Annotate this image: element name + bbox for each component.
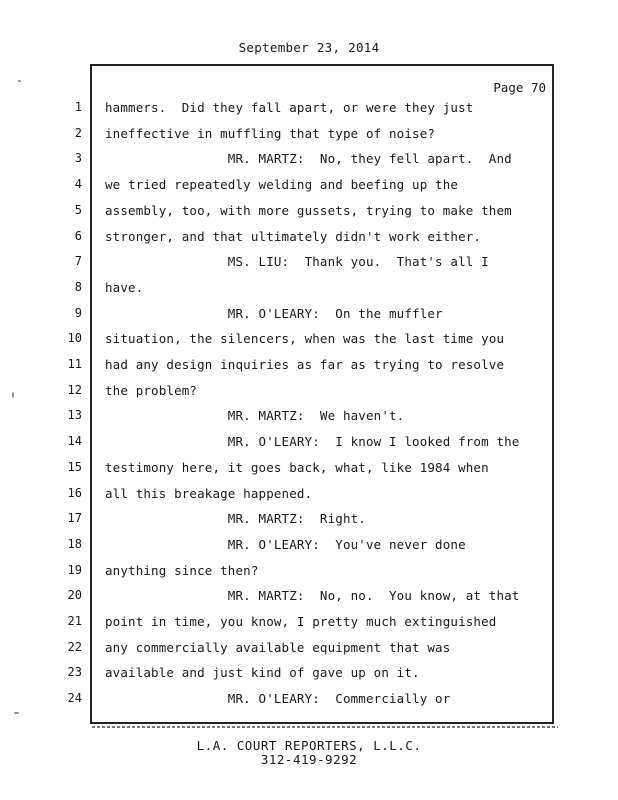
line-number: 22 (67, 640, 82, 654)
line-number: 11 (67, 357, 82, 371)
transcript-line: MS. LIU: Thank you. That's all I (105, 254, 489, 269)
line-number: 2 (74, 126, 82, 140)
line-number: 10 (67, 331, 82, 345)
line-number: 6 (74, 229, 82, 243)
transcript-line: the problem? (105, 383, 198, 398)
line-number: 20 (67, 588, 82, 602)
line-number: 18 (67, 537, 82, 551)
line-number: 12 (67, 383, 82, 397)
transcript-line: ineffective in muffling that type of noise? (105, 126, 436, 141)
scan-speck (14, 712, 19, 714)
line-number: 17 (67, 511, 82, 525)
footer-company: L.A. COURT REPORTERS, L.L.C. (196, 738, 422, 753)
line-number: 1 (74, 100, 82, 114)
transcript-line: point in time, you know, I pretty much extinguished (105, 614, 497, 629)
transcript-line: available and just kind of gave up on it. (105, 665, 420, 680)
transcript-line: all this breakage happened. (105, 486, 313, 501)
transcript-line: MR. O'LEARY: You've never done (105, 537, 466, 552)
transcript-line: stronger, and that ultimately didn't work either. (105, 229, 482, 244)
transcript-line: situation, the silencers, when was the last time you (105, 331, 505, 346)
transcript-line: hammers. Did they fall apart, or were they just (105, 100, 474, 115)
line-number: 7 (74, 254, 82, 268)
transcript-line: MR. MARTZ: We haven't. (105, 408, 405, 423)
scan-speck (18, 80, 21, 82)
line-number: 21 (67, 614, 82, 628)
transcript-line: MR. O'LEARY: On the muffler (105, 306, 443, 321)
line-number: 14 (67, 434, 82, 448)
transcript-line: assembly, too, with more gussets, trying to make them (105, 203, 512, 218)
line-number: 9 (74, 306, 82, 320)
transcript-line: MR. O'LEARY: Commercially or (105, 691, 451, 706)
line-number: 4 (74, 177, 82, 191)
page-date-header: September 23, 2014 (238, 40, 380, 55)
transcript-line: testimony here, it goes back, what, like 1984 when (105, 460, 489, 475)
line-number: 13 (67, 408, 82, 422)
transcript-line: MR. MARTZ: No, no. You know, at that (105, 588, 520, 603)
line-number: 24 (67, 691, 82, 705)
transcript-line: we tried repeatedly welding and beefing up the (105, 177, 459, 192)
frame-bottom-edge (92, 726, 558, 728)
transcript-line: had any design inquiries as far as trying to resolve (105, 357, 505, 372)
line-number: 23 (67, 665, 82, 679)
transcript-line: MR. O'LEARY: I know I looked from the (105, 434, 520, 449)
line-number: 3 (74, 151, 82, 165)
transcript-line: MR. MARTZ: No, they fell apart. And (105, 151, 512, 166)
line-number: 19 (67, 563, 82, 577)
footer-phone: 312-419-9292 (260, 752, 358, 767)
transcript-line: any commercially available equipment that was (105, 640, 451, 655)
scan-speck (12, 392, 14, 398)
line-number: 16 (67, 486, 82, 500)
transcript-line: have. (105, 280, 144, 295)
page-number: Page 70 (493, 80, 546, 95)
transcript-line: MR. MARTZ: Right. (105, 511, 366, 526)
transcript-line: anything since then? (105, 563, 259, 578)
line-number: 15 (67, 460, 82, 474)
line-number: 8 (74, 280, 82, 294)
line-number: 5 (74, 203, 82, 217)
